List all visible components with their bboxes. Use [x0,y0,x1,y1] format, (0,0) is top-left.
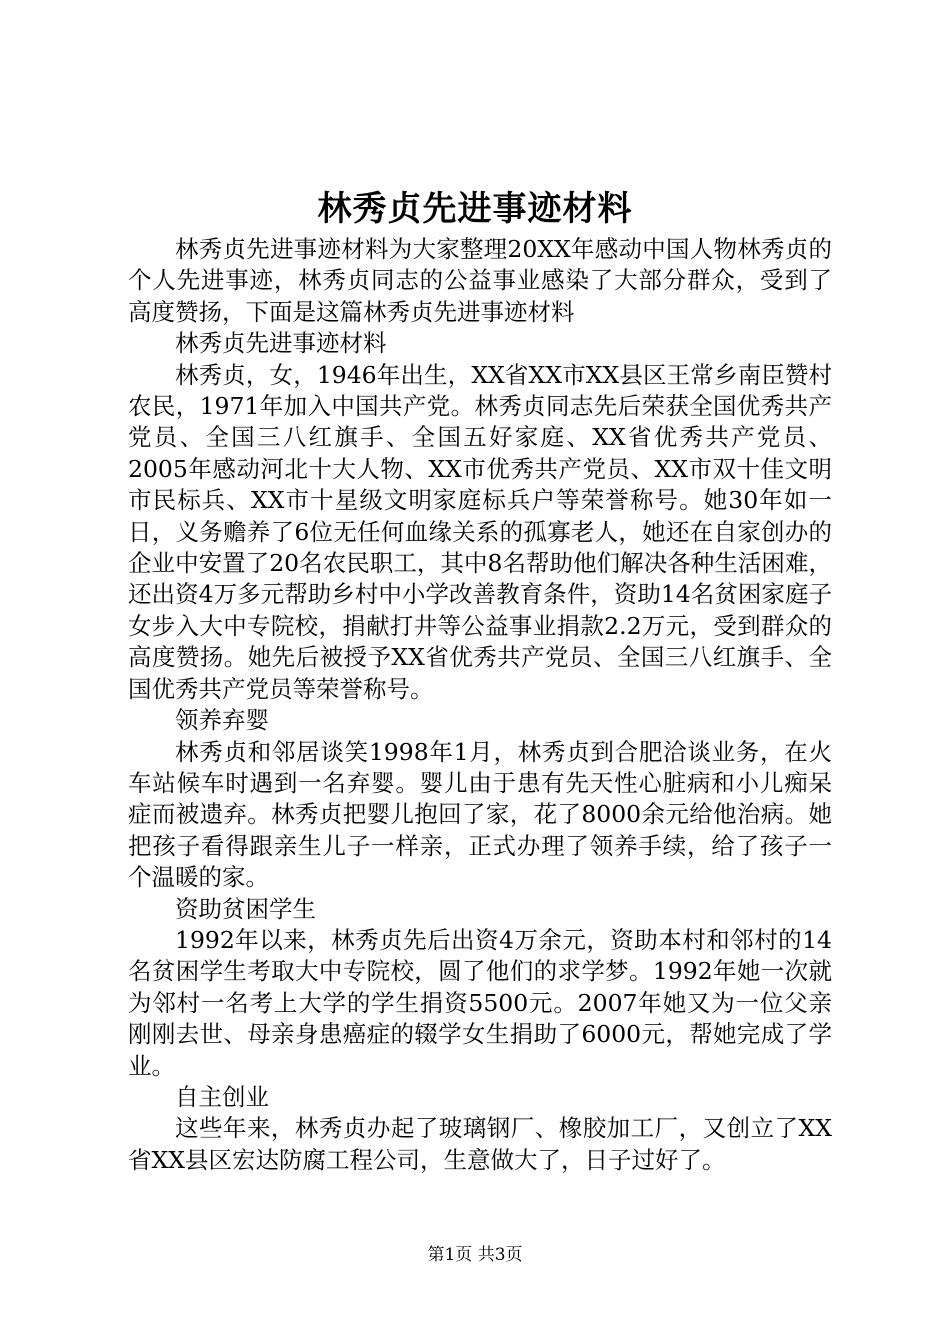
document-body [128,234,832,1176]
intro-paragraph: 林秀贞先进事迹材料为大家整理20XX年感动中国人物林秀贞的个人先进事迹，林秀贞同志的公益事业感染了大部分群众，受到了高度赞扬，下面是这篇林秀贞先进事迹材料 [128,235,832,326]
entrepreneurship-paragraph: 这些年来，林秀贞办起了玻璃钢厂、橡胶加工厂，又创立了XX省XX县区宏达防腐工程公司，生意做大了，日子过好了。 [128,1114,832,1174]
student-aid-paragraph: 1992年以来，林秀贞先后出资4万余元，资助本村和邻村的14名贫困学生考取大中专院校，圆了他们的求学梦。1992年她一次就为邻村一名考上大学的学生捐资5500元。2007年她又为一位父亲刚刚去世、母亲身患癌症的辍学女生捐助了6000元，帮她完成了学业。 [128,925,832,1080]
document-title: 林秀贞先进事迹材料 [317,189,633,229]
section-heading-entrepreneurship: 自主创业 [175,1082,269,1111]
section-heading-adoption: 领养弃婴 [175,706,269,735]
adoption-paragraph: 林秀贞和邻居谈笑1998年1月，林秀贞到合肥洽谈业务，在火车站候车时遇到一名弃婴。婴儿由于患有先天性心脏病和小儿痴呆症而被遗弃。林秀贞把婴儿抱回了家，花了8000余元给他治病。她把孩子看得跟亲生儿子一样亲，正式办理了领养手续，给了孩子一个温暖的家。 [128,737,832,892]
section-heading-materials: 林秀贞先进事迹材料 [175,329,387,358]
section-heading-student-aid: 资助贫困学生 [175,894,316,923]
biography-paragraph: 林秀贞，女，1946年出生，XX省XX市XX县区王常乡南臣赞村农民，1971年加入中国共产党。林秀贞同志先后荣获全国优秀共产党员、全国三八红旗手、全国五好家庭、XX省优秀共产党员、2005年感动河北十大人物、XX市优秀共产党员、XX市双十佳文明市民标兵、XX市十星级文明家庭标兵户等荣誉称号。她30年如一日，义务赡养了6位无任何血缘关系的孤寡老人，她还在自家创办的企业中安置了20名农民职工，其中8名帮助他们解决各种生活困难，还出资4万多元帮助乡村中小学改善教育条件，资助14名贫困家庭子女步入大中专院校，捐献打井等公益事业捐款2.2万元，受到群众的高度赞扬。她先后被授予XX省优秀共产党员、全国三八红旗手、全国优秀共产党员等荣誉称号。 [128,360,832,703]
page-footer: 第1页 共3页 [427,1245,523,1265]
